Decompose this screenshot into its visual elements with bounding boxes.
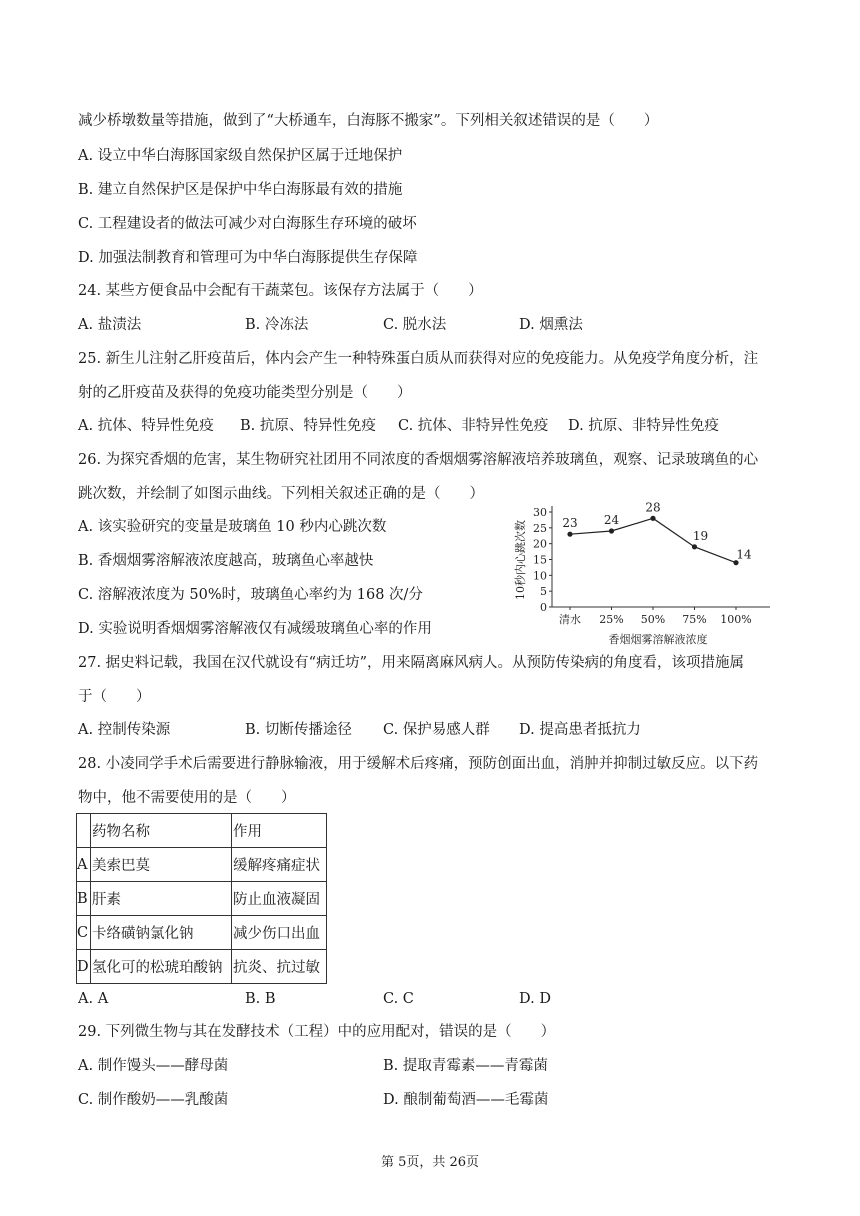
q24-option-c: C. 脱水法 [383,317,447,333]
data-label: 24 [603,513,620,527]
table-cell: 美索巴莫 [91,848,232,882]
table-cell: 卡络磺钠氯化钠 [91,916,232,950]
x-tick-label: 100% [720,613,752,626]
table-cell: 缓解疼痛症状 [232,848,327,882]
y-tick-label: 0 [540,601,547,614]
q28-stem-line1: 28. 小凌同学手术后需要进行静脉输液，用于缓解术后疼痛，预防创面出血，消肿并抑制过敏反应。以下药 [78,756,759,772]
q25-option-d: D. 抗原、非特异性免疫 [568,418,719,434]
table-header-cell: 作用 [232,814,327,848]
data-label: 28 [645,500,661,515]
data-label: 14 [736,547,752,562]
q27-option-b: B. 切断传播途径 [245,722,352,738]
q23-option-a: A. 设立中华白海豚国家级自然保护区属于迁地保护 [78,148,403,164]
table-cell: 防止血液凝固 [232,882,327,916]
y-tick-label: 25 [533,521,547,535]
q27-option-a: A. 控制传染源 [78,722,171,738]
table-row [77,950,327,984]
y-tick-label: 15 [533,553,547,567]
q27-option-c: C. 保护易感人群 [383,722,490,738]
table-cell: 氢化可的松琥珀酸钠 [91,950,232,984]
q28-option-c: C. C [383,991,414,1007]
q27-option-d: D. 提高患者抵抗力 [519,722,641,738]
data-point [650,516,655,521]
q25-option-b: B. 抗原、特异性免疫 [240,418,376,434]
table-header-cell [77,814,91,848]
table-header-cell: 药物名称 [91,814,232,848]
x-tick-label: 清水 [559,613,581,626]
drug-table [76,813,327,984]
q23-option-b: B. 建立自然保护区是保护中华白海豚最有效的措施 [78,182,403,198]
q26-stem-line2: 跳次数，并绘制了如图示曲线。下列相关叙述正确的是（ ） [78,486,484,502]
q25-stem-line1: 25. 新生儿注射乙肝疫苗后，体内会产生一种特殊蛋白质从而获得对应的免疫能力。从免疫学角度分析，注 [78,351,759,367]
y-tick-label: 30 [533,506,547,519]
q29-option-c: C. 制作酸奶——乳酸菌 [78,1092,229,1108]
q28-option-d: D. D [519,991,551,1007]
q27-stem-line1: 27. 据史料记载，我国在汉代就设有“病迁坊”，用来隔离麻风病人。从预防传染病的角度看，该项措施属 [78,655,744,671]
data-point [692,544,697,549]
q29-option-d: D. 酿制葡萄酒——毛霉菌 [383,1092,549,1108]
y-axis-title: 10秒内心跳次数 [514,520,527,600]
data-point [567,532,572,537]
data-label: 23 [562,516,578,531]
q28-stem-line2: 物中，他不需要使用的是（ ） [78,790,296,806]
q25-stem-line2: 射的乙肝疫苗及获得的免疫功能类型分别是（ ） [78,385,412,401]
table-row [77,848,327,882]
q28-option-b: B. B [245,991,276,1007]
table-header-row [77,814,327,848]
table-cell: D [77,950,91,984]
table-cell: C [77,916,91,950]
x-tick-label: 50% [640,613,666,626]
q26-option-b: B. 香烟烟雾溶解液浓度越高，玻璃鱼心率越快 [78,553,374,569]
q26-option-c: C. 溶解液浓度为 50%时，玻璃鱼心率约为 168 次/分 [78,587,423,603]
page-footer: 第 5页，共 26页 [380,1155,480,1170]
q23-option-c: C. 工程建设者的做法可减少对白海豚生存环境的破坏 [78,216,417,232]
table-row [77,882,327,916]
y-tick-label: 5 [540,585,547,599]
q25-option-c: C. 抗体、非特异性免疫 [398,418,549,434]
x-tick-label: 75% [682,613,707,626]
q23-option-d: D. 加强法制教育和管理可为中华白海豚提供生存保障 [78,250,418,266]
y-tick-label: 20 [533,537,547,551]
q24-option-a: A. 盐渍法 [78,317,142,333]
q27-stem-line2: 于（ ） [78,689,151,705]
table-cell: A [77,848,91,882]
data-label: 19 [692,528,709,543]
q24-option-d: D. 烟熏法 [519,317,583,333]
data-point [609,528,614,533]
q26-option-a: A. 该实验研究的变量是玻璃鱼 10 秒内心跳次数 [78,519,387,535]
series-line [570,518,736,562]
q24-stem: 24. 某些方便食品中会配有干蔬菜包。该保存方法属于（ ） [78,283,483,299]
q26-option-d: D. 实验说明香烟烟雾溶解液仅有减缓玻璃鱼心率的作用 [78,621,432,637]
y-tick-label: 10 [533,569,547,583]
q24-option-b: B. 冷冻法 [245,317,309,333]
q28-option-a: A. A [78,991,109,1007]
q25-option-a: A. 抗体、特异性免疫 [78,418,214,434]
q23-stem: 减少桥墩数量等措施，做到了“大桥通车，白海豚不搬家”。下列相关叙述错误的是（ ） [78,113,659,129]
heartbeat-line-chart [508,490,778,650]
table-cell: 肝素 [91,882,232,916]
q26-stem-line1: 26. 为探究香烟的危害，某生物研究社团用不同浓度的香烟烟雾溶解液培养玻璃鱼，观察、记录玻璃鱼的心 [78,452,759,468]
table-row [77,916,327,950]
q29-option-a: A. 制作馒头——酵母菌 [78,1058,229,1074]
table-cell: 减少伤口出血 [232,916,327,950]
q29-option-b: B. 提取青霉素——青霉菌 [383,1058,548,1074]
x-axis-title: 香烟烟雾溶解液浓度 [608,633,708,646]
table-cell: 抗炎、抗过敏 [232,950,327,984]
x-tick-label: 25% [599,613,624,626]
table-cell: B [77,882,91,916]
q29-stem: 29. 下列微生物与其在发酵技术（工程）中的应用配对，错误的是（ ） [78,1024,556,1040]
